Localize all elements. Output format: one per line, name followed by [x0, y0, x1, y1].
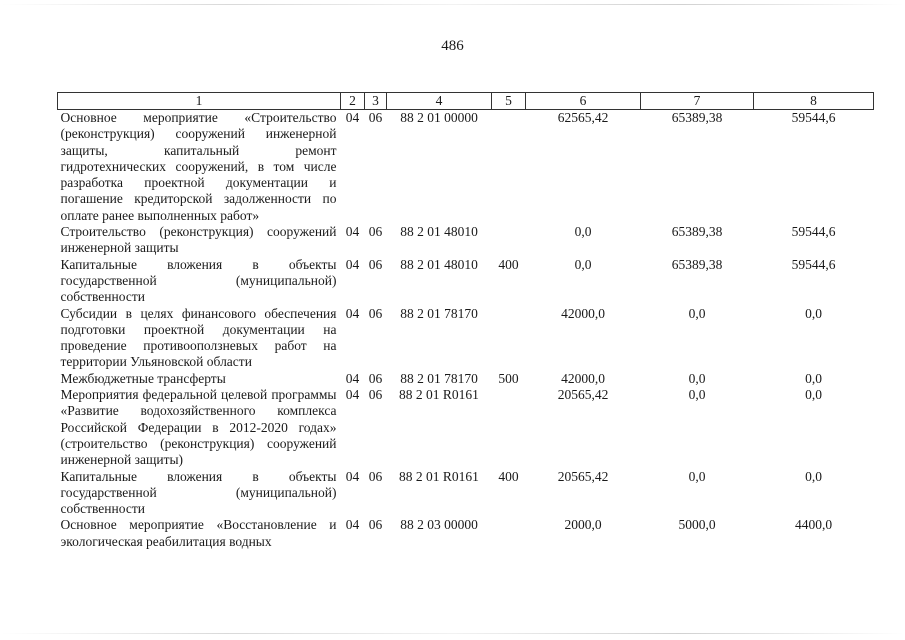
row-value-6: 20565,42: [557, 468, 609, 484]
row-subsection: 06: [368, 256, 383, 272]
row-name: Капитальные вложения в объекты государственной (муниципальной) собственности: [60, 256, 337, 305]
table-row: [58, 387, 874, 468]
row-subsection: 06: [368, 387, 383, 403]
row-section: 04: [345, 370, 360, 386]
row-value-6: 20565,42: [557, 387, 609, 403]
row-value-8: 0,0: [805, 305, 822, 321]
row-section: 04: [345, 468, 360, 484]
page-number: 486: [441, 38, 464, 54]
row-section: 04: [345, 110, 360, 125]
row-value-6: 62565,42: [557, 110, 609, 125]
row-target-code: 88 2 01 00000: [400, 110, 478, 125]
budget-table: [57, 92, 874, 550]
table-row: [58, 517, 874, 550]
row-name: Межбюджетные трансферты: [60, 370, 226, 386]
row-value-6: 0,0: [574, 256, 592, 272]
row-value-7: 65389,38: [671, 224, 723, 240]
row-expense-type: 500: [498, 370, 519, 386]
row-target-code: 88 2 03 00000: [400, 517, 478, 533]
row-section: 04: [345, 305, 360, 321]
row-value-8: 0,0: [805, 370, 822, 386]
row-expense-type: 400: [498, 468, 519, 484]
row-expense-type: [492, 110, 526, 225]
table-row: [58, 224, 874, 257]
column-header-2: 2: [341, 93, 365, 110]
row-value-6: 42000,0: [561, 305, 605, 321]
table-row: [58, 257, 874, 306]
column-header-5: 5: [492, 93, 526, 110]
row-name: Основное мероприятие «Восстановление и экологическая реабилитация водных: [60, 517, 337, 549]
scan-artifact-bottom: [0, 633, 905, 634]
row-subsection: 06: [368, 517, 383, 533]
row-expense-type: [492, 387, 526, 468]
row-value-7: 5000,0: [678, 517, 716, 533]
row-value-7: 0,0: [688, 387, 706, 403]
row-name: Мероприятия федеральной целевой программы «Развитие водохозяйственного комплекса Российской Федерации в 2012-2020 годах» (строительство (реконструкция) сооружений инженерной защиты): [60, 387, 337, 468]
row-value-8: 59544,6: [791, 256, 836, 272]
row-subsection: 06: [368, 370, 383, 386]
row-name: Субсидии в целях финансового обеспечения подготовки проектной документации на проведение противооползневых работ на территории Ульяновской области: [60, 305, 337, 370]
row-target-code: 88 2 01 R0161: [399, 387, 479, 403]
row-value-7: 0,0: [688, 305, 706, 321]
row-value-8: 4400,0: [794, 517, 833, 533]
row-target-code: 88 2 01 R0161: [399, 468, 479, 484]
scan-artifact-top: [0, 4, 905, 5]
row-subsection: 06: [368, 305, 383, 321]
column-header-6: 6: [526, 93, 641, 110]
row-expense-type: 400: [498, 256, 519, 272]
table-row: [58, 469, 874, 518]
row-subsection: 06: [368, 468, 383, 484]
row-target-code: 88 2 01 48010: [400, 256, 478, 272]
row-name: Строительство (реконструкция) сооружений инженерной защиты: [60, 224, 337, 256]
row-target-code: 88 2 01 78170: [400, 370, 478, 386]
row-expense-type: [492, 517, 526, 550]
column-header-8: 8: [754, 93, 874, 110]
row-value-8: 59544,6: [791, 110, 836, 125]
table-row: [58, 306, 874, 371]
column-header-4: 4: [387, 93, 492, 110]
row-subsection: 06: [368, 110, 383, 125]
row-value-7: 0,0: [688, 468, 706, 484]
row-value-8: 0,0: [805, 387, 822, 403]
row-value-6: 42000,0: [561, 370, 605, 386]
row-target-code: 88 2 01 48010: [400, 224, 478, 240]
row-value-7: 65389,38: [671, 110, 723, 125]
row-section: 04: [345, 387, 360, 403]
row-section: 04: [345, 256, 360, 272]
row-value-6: 2000,0: [564, 517, 602, 533]
row-subsection: 06: [368, 224, 383, 240]
row-value-6: 0,0: [574, 224, 592, 240]
row-value-8: 59544,6: [791, 224, 836, 240]
row-target-code: 88 2 01 78170: [400, 305, 478, 321]
row-section: 04: [345, 517, 360, 533]
table-header-row: [58, 93, 874, 110]
row-value-7: 65389,38: [671, 256, 723, 272]
row-value-7: 0,0: [688, 370, 706, 386]
row-section: 04: [345, 224, 360, 240]
row-expense-type: [492, 306, 526, 371]
row-value-8: 0,0: [805, 468, 822, 484]
column-header-7: 7: [641, 93, 754, 110]
row-expense-type: [492, 224, 526, 257]
column-header-3: 3: [365, 93, 387, 110]
row-name: Основное мероприятие «Строительство (реконструкция) сооружений инженерной защиты, капитальный ремонт гидротехнических сооружений, в том числе разработка проектной документации и погашение кредиторской задолженности по оплате ранее выполненных работ»: [60, 110, 337, 223]
table-row: [58, 110, 874, 225]
table-row: [58, 371, 874, 387]
row-name: Капитальные вложения в объекты государственной (муниципальной) собственности: [60, 468, 337, 517]
column-header-1: 1: [58, 93, 341, 110]
